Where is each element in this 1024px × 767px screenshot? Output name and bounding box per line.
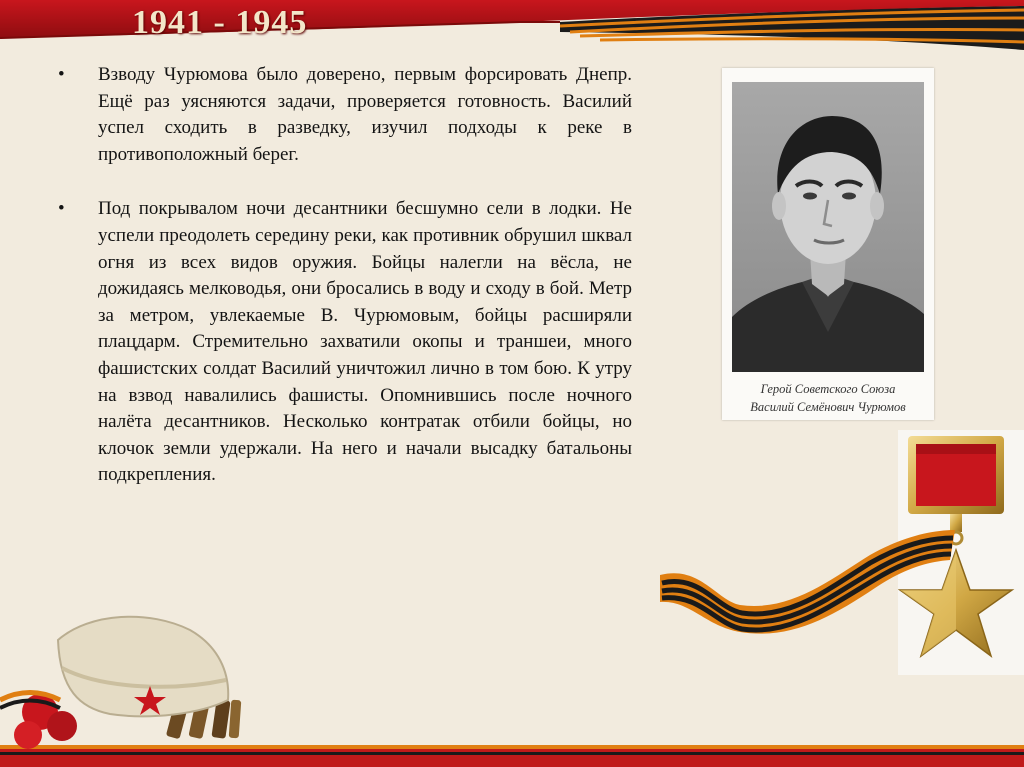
bullet: •	[58, 64, 65, 85]
gold-star-medal-icon	[898, 430, 1024, 675]
cartridges-icon	[166, 699, 241, 739]
paragraph-1	[58, 62, 632, 168]
portrait-image	[732, 82, 924, 372]
pilotka-cap-icon	[58, 617, 228, 717]
paragraph-1-text: Взводу Чурюмова было доверено, первым форсировать Днепр. Ещё раз уясняются задачи, проверяется готовность. Василий успел сходить в разведку, изучил подходы к реке в противоположный берег.	[98, 64, 632, 165]
bullet: •	[58, 198, 65, 220]
portrait-caption	[722, 380, 934, 416]
portrait-photo	[722, 68, 934, 420]
caption-name: Василий Семёнович Чурюмов	[750, 400, 906, 414]
text-content	[58, 62, 632, 489]
paragraph-2-text: Под покрывалом ночи десантники бесшумно сели в лодки. Не успели преодолеть середину реки, как противник обрушил шквал огня из всех видов оружия. Бойцы налегли на вёсла, не дожидаясь мелководья, они бросались в воду и сходу в бой. Метр за метром, увлекаемые В. Чурюмовым, бойцы расширяли плацдарм. Стремительно захватили окопы и траншеи, много фашистских солдат Василий уничтожил лично в том бою. К утру на взвод навалились фашисты. Опомнившись после ночного налёта десантников. Несколько контратак отбили бойцы, но клочок земли удержали. На него и начали высадку батальоны подкрепления.	[98, 198, 632, 486]
header-years: 1941 - 1945	[132, 4, 308, 41]
red-carnations-icon	[0, 693, 77, 750]
caption-title: Герой Советского Союза	[760, 382, 896, 396]
paragraph-2	[58, 196, 632, 489]
medal-card	[898, 430, 1024, 675]
